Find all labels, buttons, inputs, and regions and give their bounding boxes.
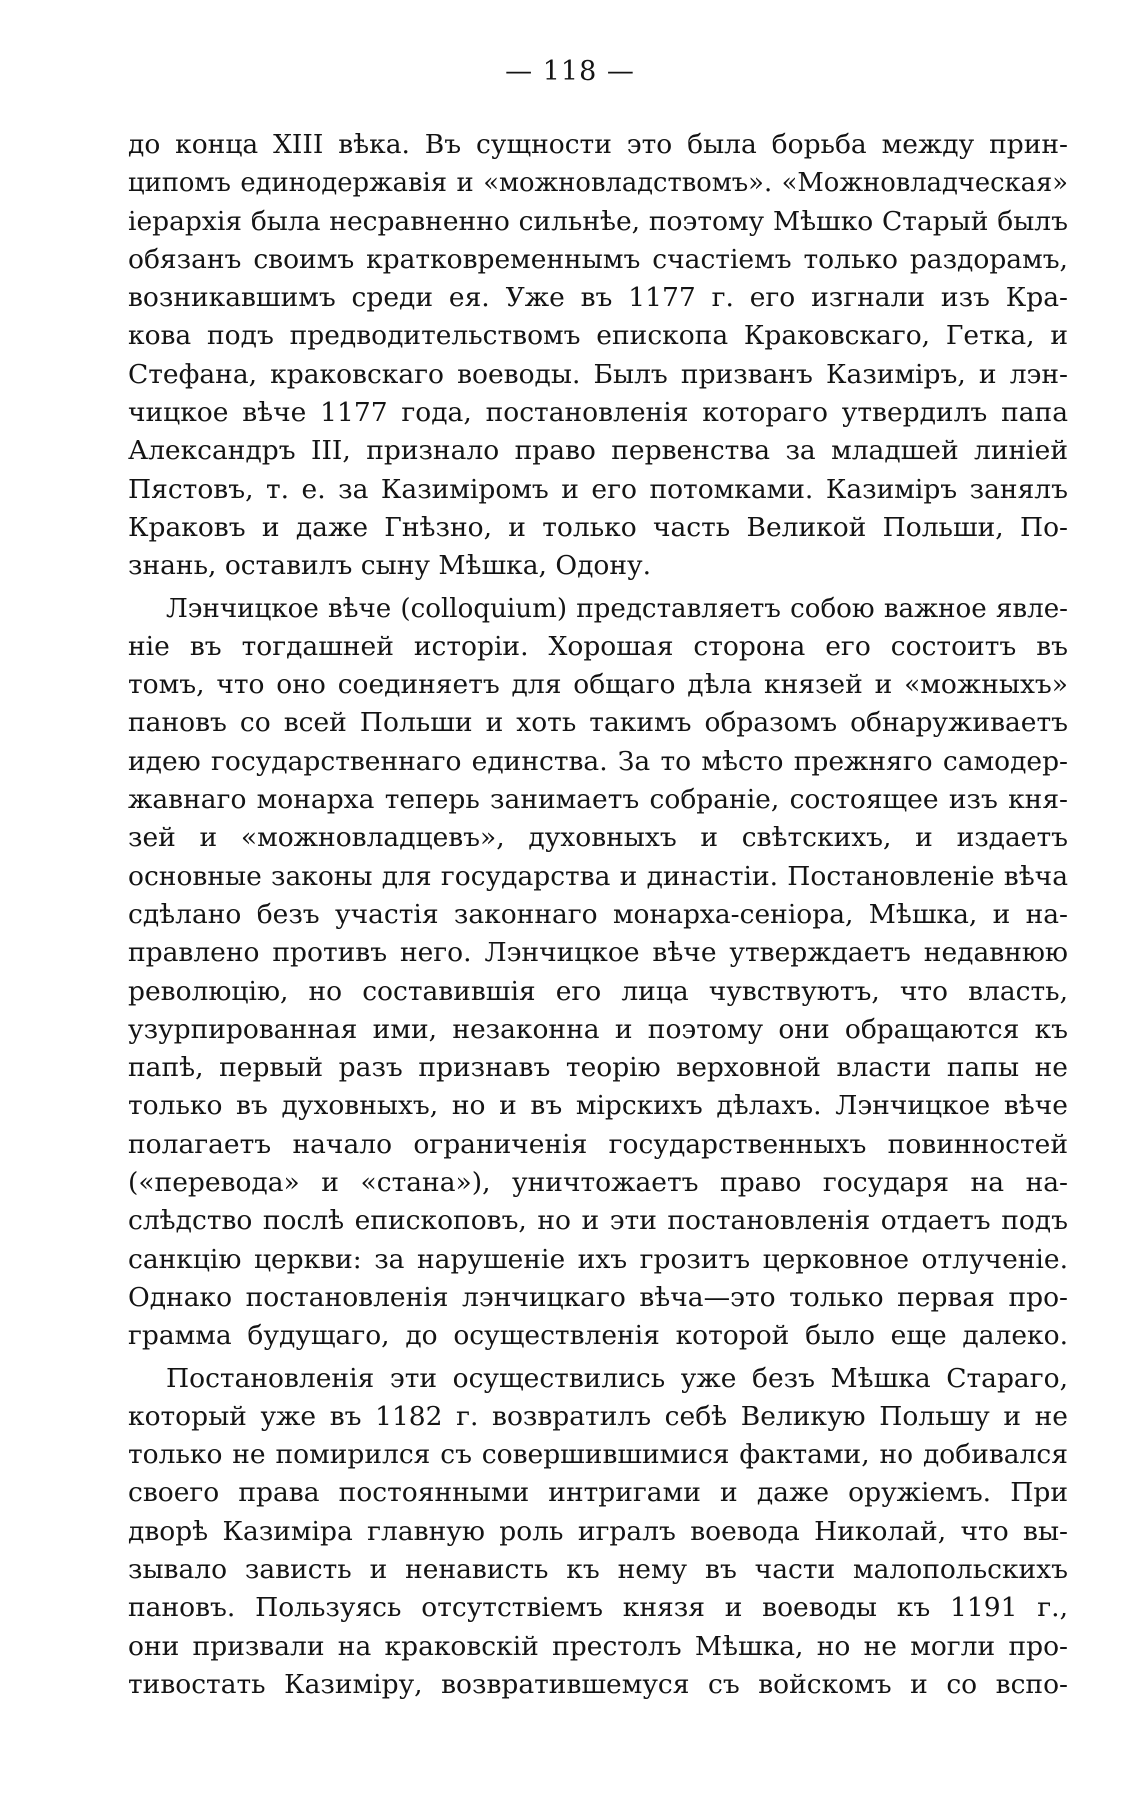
text-line: только не помирился съ совершившимися фактами, но добивался — [128, 1439, 1068, 1471]
text-line: Лэнчицкое вѣче (colloquium) представляетъ собою важное явле- — [166, 593, 1068, 624]
paragraph — [128, 126, 1068, 586]
text-line: («перевода» и «стана»), уничтожаетъ право государя на на- — [128, 1167, 1068, 1199]
text-line: правлено противъ него. Лэнчицкое вѣче утверждаетъ недавнюю — [128, 937, 1068, 969]
text-line: Постановленія эти осуществились уже безъ Мѣшка Стараго, — [166, 1362, 1068, 1394]
text-line: своего права постоянными интригами и даже оружіемъ. При — [128, 1477, 1068, 1509]
text-line: дворѣ Казиміра главную роль игралъ воевода Николай, что вы- — [128, 1515, 1068, 1547]
page-number: — 118 — — [505, 56, 635, 87]
text-line: обязанъ своимъ кратковременнымъ счастіемъ только раздорамъ, — [128, 243, 1068, 275]
text-line: грамма будущаго, до осуществленія которой было еще далеко. — [128, 1320, 1068, 1352]
text-line: Пястовъ, т. е. за Казиміромъ и его потомками. Казиміръ занялъ — [128, 473, 1068, 505]
text-line: Стефана, краковскаго воеводы. Былъ призванъ Казиміръ, и лэн- — [128, 358, 1068, 390]
text-line: зей и «можновладцевъ», духовныхъ и свѣтскихъ, и издаетъ — [128, 822, 1068, 854]
text-line: тивостать Казиміру, возвратившемуся съ войскомъ и со вспо- — [128, 1668, 1068, 1700]
text-line: жавнаго монарха теперь занимаетъ собраніе, состоящее изъ кня- — [128, 784, 1068, 816]
text-line: возникавшимъ среди ея. Уже въ 1177 г. его изгнали изъ Кра- — [128, 282, 1068, 314]
text-line: Александръ III, признало право первенства за младшей линіей — [128, 435, 1068, 467]
paragraph — [128, 590, 1068, 1356]
text-line: только въ духовныхъ, но и въ мірскихъ дѣлахъ. Лэнчицкое вѣче — [128, 1090, 1068, 1122]
text-line: слѣдство послѣ епископовъ, но и эти постановленія отдаетъ подъ — [128, 1205, 1068, 1237]
page-body — [128, 126, 1068, 1704]
paragraph — [128, 1360, 1068, 1705]
text-line: чицкое вѣче 1177 года, постановленія котораго утвердилъ папа — [128, 397, 1068, 429]
text-line: узурпированная ими, незаконна и поэтому они обращаются къ — [128, 1013, 1068, 1045]
text-line: они призвали на краковскій престолъ Мѣшка, но не могли про- — [128, 1630, 1068, 1662]
text-line: зывало зависть и ненависть къ нему въ части малопольскихъ — [128, 1553, 1068, 1585]
text-line: ніе въ тогдашней исторіи. Хорошая сторона его состоитъ въ — [128, 630, 1068, 662]
text-line: санкцію церкви: за нарушеніе ихъ грозитъ церковное отлученіе. — [128, 1243, 1068, 1275]
text-line: папѣ, первый разъ признавъ теорію верховной власти папы не — [128, 1052, 1068, 1084]
text-line: іерархія была несравненно сильнѣе, поэтому Мѣшко Старый былъ — [128, 205, 1068, 237]
text-line: полагаетъ начало ограниченія государственныхъ повинностей — [128, 1128, 1068, 1160]
text-line: сдѣлано безъ участія законнаго монарха-сеніора, Мѣшка, и на- — [128, 898, 1068, 930]
text-line: томъ, что оно соединяетъ для общаго дѣла князей и «можныхъ» — [128, 669, 1068, 701]
text-line: ципомъ единодержавія и «можновладствомъ». «Можновладческая» — [128, 168, 1068, 199]
text-line: идею государственнаго единства. За то мѣсто прежняго самодер- — [128, 745, 1068, 777]
text-line: кова подъ предводительствомъ епископа Краковскаго, Гетка, и — [128, 320, 1068, 352]
text-line: который уже въ 1182 г. возвратилъ себѣ Великую Польшу и не — [128, 1400, 1068, 1432]
text-line: Однако постановленія лэнчицкаго вѣча—это только первая про- — [128, 1281, 1068, 1313]
text-line: революцію, но составившія его лица чувствуютъ, что власть, — [128, 975, 1068, 1007]
text-line: пановъ со всей Польши и хоть такимъ образомъ обнаруживаетъ — [128, 707, 1068, 739]
text-line: пановъ. Пользуясь отсутствіемъ князя и воеводы къ 1191 г., — [128, 1592, 1068, 1624]
text-line: Краковъ и даже Гнѣзно, и только часть Великой Польши, По- — [128, 511, 1068, 543]
text-line: до конца XIII вѣка. Въ сущности это была борьба между прин- — [128, 129, 1068, 160]
text-line: знань, оставилъ сыну Мѣшка, Одону. — [128, 550, 652, 582]
text-line: основные законы для государства и династіи. Постановленіе вѣча — [128, 860, 1068, 892]
